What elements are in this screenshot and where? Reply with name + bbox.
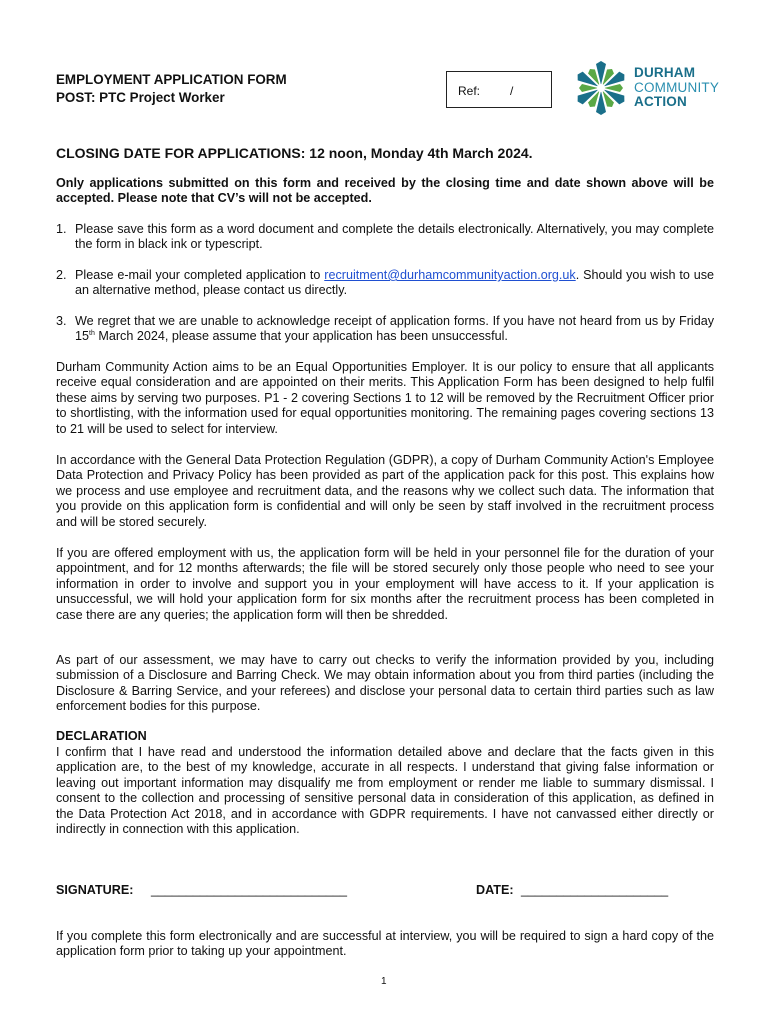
instruction-number: 2. <box>56 268 67 282</box>
date-row <box>476 883 668 898</box>
instruction-text-post: March 2024, please assume that your application has been unsuccessful. <box>94 329 508 344</box>
ref-slash: / <box>510 84 514 98</box>
durham-community-action-logo <box>573 60 733 116</box>
only-forms-notice: Only applications submitted on this form and received by the closing time and date shown above will be accepted. Please note that CV’s will not be accepted. <box>56 176 714 206</box>
instruction-number: 1. <box>56 222 67 236</box>
instruction-number: 3. <box>56 314 67 328</box>
declaration-text: I confirm that I have read and understood the information detailed above and declare that the facts given in this application are, to the best of my knowledge, accurate in all respects. I understand that giving false information or leaving out important information may disqualify me from employment or render me liable to summary dismissal. I consent to the collection and processing of sensitive personal data in consideration of this application, as defined in the Data Protection Act 2018, and in accordance with GDPR requirements. I have not canvassed either directly or indirectly in connection with this application. <box>56 745 714 837</box>
instruction-text-pre: Please e-mail your completed application to <box>75 268 325 282</box>
declaration-heading: DECLARATION <box>56 729 147 743</box>
form-title-line1: EMPLOYMENT APPLICATION FORM <box>56 72 287 87</box>
ref-box[interactable] <box>446 71 552 108</box>
logo-text-community: COMMUNITY <box>634 80 720 95</box>
form-title <box>56 71 287 107</box>
signature-line[interactable]: ____________________________ <box>150 883 348 897</box>
footer-note: If you complete this form electronically and are successful at interview, you will be required to sign a hard copy of the application form prior to taking up your appointment. <box>56 929 714 959</box>
instruction-text: Please save this form as a word document and complete the details electronically. Alternatively, you may complete the form in black ink or typescript. <box>75 222 714 252</box>
instruction-text-sup: th <box>89 330 95 338</box>
instruction-text-post: . Should you wish to use an alternative method, please contact us directly. <box>75 268 715 298</box>
form-title-line2: POST: PTC Project Worker <box>56 90 225 105</box>
signature-label: SIGNATURE: <box>56 883 134 897</box>
date-label: DATE: <box>476 883 514 897</box>
page-number: 1 <box>381 976 387 987</box>
closing-date: CLOSING DATE FOR APPLICATIONS: 12 noon, Monday 4th March 2024. <box>56 145 533 161</box>
logo-mark-icon <box>573 60 629 116</box>
ref-label: Ref: <box>458 84 481 98</box>
instruction-text <box>75 268 714 299</box>
gdpr-paragraph: In accordance with the General Data Protection Regulation (GDPR), a copy of Durham Community Action's Employee Data Protection and Privacy Policy has been provided as part of the application pack for this post. This explains how we process and use employee and recruitment data, and the reasons why we collect such data. The information that you provide on this application form is confidential and will only be seen by staff involved in the recruitment process and will be stored securely. <box>56 453 714 529</box>
signature-row <box>56 883 347 898</box>
employment-records-paragraph: If you are offered employment with us, the application form will be held in your personnel file for the duration of your appointment, and for 12 months afterwards; the file will be stored securely only those people who need to see your information in order to involve and support you in your employment will have access to it. If your application is unsuccessful, we will hold your application form for six months after the recruitment process has been completed in case there are any queries; the application form will then be shredded. <box>56 546 714 622</box>
recruitment-email-link[interactable]: recruitment@durhamcommunityaction.org.uk <box>324 268 576 282</box>
equal-opportunities-paragraph: Durham Community Action aims to be an Equal Opportunities Employer. It is our policy to ensure that all applicants receive equal consideration and are appointed on their merits. This Application Form has been designed to help fulfil these aims by serving two purposes. P1 - 2 covering Sections 1 to 12 will be removed by the Recruitment Officer prior to shortlisting, with the information used for equal opportunities monitoring. The remaining pages covering sections 13 to 21 will be used to select for interview. <box>56 360 714 436</box>
logo-text-durham: DURHAM <box>634 65 696 80</box>
instruction-text <box>75 314 714 345</box>
assessment-paragraph: As part of our assessment, we may have to carry out checks to verify the information provided by you, including submission of a Disclosure and Barring Check. We may obtain information about you from third parties (including the Disclosure & Barring Service, and your referees) and disclose your personal data to certain third parties such as law enforcement bodies for this purpose. <box>56 653 714 714</box>
logo-text-action: ACTION <box>634 94 687 109</box>
instruction-text-pre: We regret that we are unable to acknowledge receipt of application forms. If you have not heard from us by Friday 15 <box>75 314 714 344</box>
date-line[interactable]: _____________________ <box>521 883 669 897</box>
